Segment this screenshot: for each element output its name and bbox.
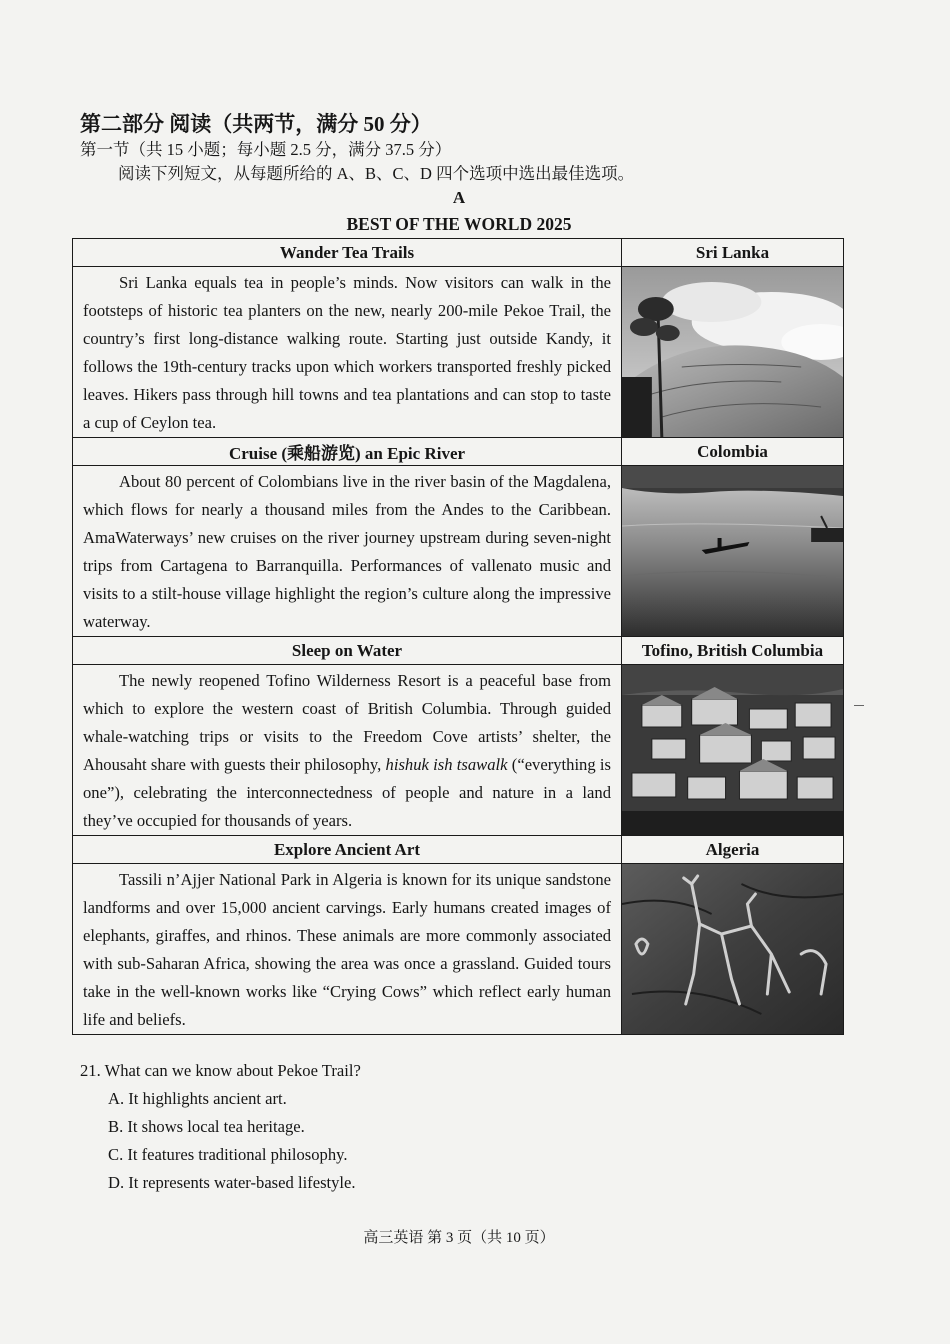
table-row xyxy=(73,637,844,665)
algeria-photo xyxy=(622,864,844,1035)
entry-heading: Sleep on Water xyxy=(73,637,622,665)
instruction-text: 阅读下列短文，从每题所给的 A、B、C、D 四个选项中选出最佳选项。 xyxy=(118,164,635,183)
entry-heading: Cruise (乘船游览) an Epic River xyxy=(73,438,622,466)
entry-place: Sri Lanka xyxy=(622,239,844,267)
entry-text-cell xyxy=(73,267,622,438)
question-stem: 21. What can we know about Pekoe Trail? xyxy=(80,1061,361,1080)
entry-heading: Explore Ancient Art xyxy=(73,836,622,864)
scan-artifact xyxy=(854,705,864,706)
table-row xyxy=(73,239,844,267)
option-b[interactable]: B. It shows local tea heritage. xyxy=(108,1117,305,1136)
entry-text-end: (“everything is one”), celebrating the interconnectedness of people and nature in a land they’ve occupied for thousands of years. xyxy=(83,755,612,830)
entry-text-cell xyxy=(73,665,622,836)
entry-place: Colombia xyxy=(622,438,844,466)
philosophy-term: hishuk ish tsawalk xyxy=(385,755,508,774)
table-row xyxy=(73,267,844,438)
option-c[interactable]: C. It features traditional philosophy. xyxy=(108,1145,348,1164)
section-title: 第一节（共 15 小题；每小题 2.5 分，满分 37.5 分） xyxy=(80,140,452,159)
entry-place: Tofino, British Columbia xyxy=(622,637,844,665)
entry-text-cell xyxy=(73,864,622,1035)
option-a[interactable]: A. It highlights ancient art. xyxy=(108,1089,287,1108)
floating-village-image xyxy=(622,665,843,835)
tofino-photo xyxy=(622,665,844,836)
entry-text: About 80 percent of Colombians live in the river basin of the Magdalena, which flows for nearly a thousand miles from the Andes to the Caribbean. AmaWaterways’ new cruises on the river journey upstream during seven-night trips from Cartagena to Barranquilla. Performances of vallenato music and visits to a stilt-house village highlight the region’s culture along the impressive waterway. xyxy=(83,472,611,631)
page-footer: 高三英语 第 3 页（共 10 页） xyxy=(363,1230,555,1246)
tea-trail-landscape-image xyxy=(622,267,843,437)
table-row xyxy=(73,836,844,864)
entry-text-cell xyxy=(73,466,622,637)
entry-place: Algeria xyxy=(622,836,844,864)
river-canoe-image xyxy=(622,466,843,636)
entry-text: Tassili n’Ajjer National Park in Algeria is known for its unique sandstone landforms and over 15,000 ancient carvings. Early humans created images of elephants, giraffes, and rhinos. These animals are more commonly associated with sub-Saharan Africa, showing the area was once a grassland. Guided tours take in the well-known works like “Crying Cows” which reflect early human life and beliefs. xyxy=(83,870,611,1029)
passage-title: BEST OF THE WORLD 2025 xyxy=(346,214,572,234)
table-row xyxy=(73,864,844,1035)
colombia-photo xyxy=(622,466,844,637)
entry-heading: Wander Tea Trails xyxy=(73,239,622,267)
passage-letter: A xyxy=(452,188,466,207)
option-d[interactable]: D. It represents water-based lifestyle. xyxy=(108,1173,356,1192)
sri-lanka-photo xyxy=(622,267,844,438)
entry-text: Sri Lanka equals tea in people’s minds. Now visitors can walk in the footsteps of historic tea planters on the new, nearly 200-mile Pekoe Trail, the country’s first long-distance walking route. Starting just outside Kandy, it follows the 19th-century tracks upon which workers transported freshly picked leaves. Hikers pass through hill towns and tea plantations and can stop to taste a cup of Ceylon tea. xyxy=(83,273,611,432)
rock-carvings-image xyxy=(622,864,843,1034)
part-title: 第二部分 阅读（共两节，满分 50 分） xyxy=(80,112,432,136)
table-row xyxy=(73,438,844,466)
entry-text xyxy=(73,665,621,835)
destinations-table xyxy=(72,238,844,1035)
table-row xyxy=(73,665,844,836)
table-row xyxy=(73,466,844,637)
entry-text-start: The newly reopened Tofino Wilderness Resort is a peaceful base from which to explore the western coast of British Columbia. Through guided whale-watching trips or visits to the Freedom Cove artists’ shelter, the Ahousaht share with guests their philosophy, xyxy=(83,671,611,774)
